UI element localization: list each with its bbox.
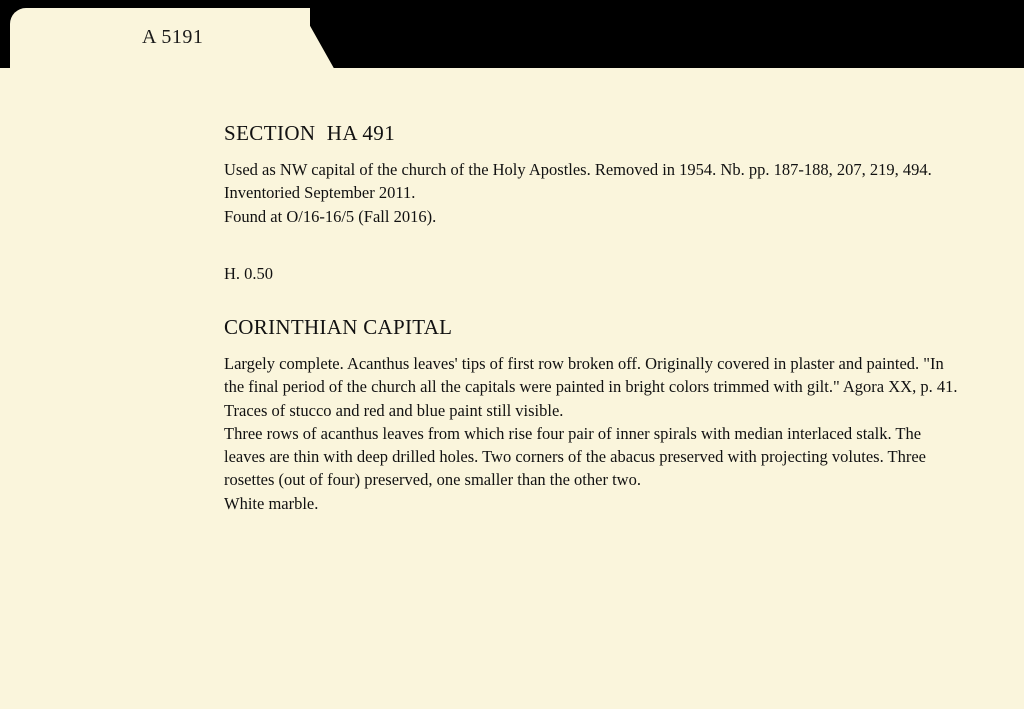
- dimension-text: H. 0.50: [224, 263, 274, 283]
- description-paragraph-2: Three rows of acanthus leaves from which rise four pair of inner spirals with median interlaced stalk. The leaves are thin with deep drilled holes. Two corners of the abacus preserved with projecting volutes. Three rosettes (out of four) preserved, one smaller than the other two.: [224, 423, 927, 490]
- material-text: White marble.: [224, 493, 319, 513]
- provenance-text: Used as NW capital of the church of the Holy Apostles. Removed in 1954. Nb. pp. 187-188, 207, 219, 494. Inventoried September 2011.: [224, 160, 932, 203]
- spacer-2: [224, 285, 964, 315]
- section-heading: SECTION HA 491: [224, 121, 396, 145]
- card-tab-label: A 5191: [142, 26, 204, 48]
- spacer-1: [224, 228, 964, 262]
- card-tab-slope: [300, 8, 336, 72]
- card-content: [224, 121, 964, 515]
- index-card: [0, 68, 1024, 709]
- description-paragraph-1: Largely complete. Acanthus leaves' tips of first row broken off. Originally covered in plaster and painted. "In the final period of the church all the capitals were painted in bright colors trimmed with gilt." Agora XX, p. 41. Traces of stucco and red and blue paint still visible.: [224, 354, 958, 420]
- object-title: CORINTHIAN CAPITAL: [224, 315, 453, 339]
- found-location-text: Found at O/16-16/5 (Fall 2016).: [224, 206, 437, 226]
